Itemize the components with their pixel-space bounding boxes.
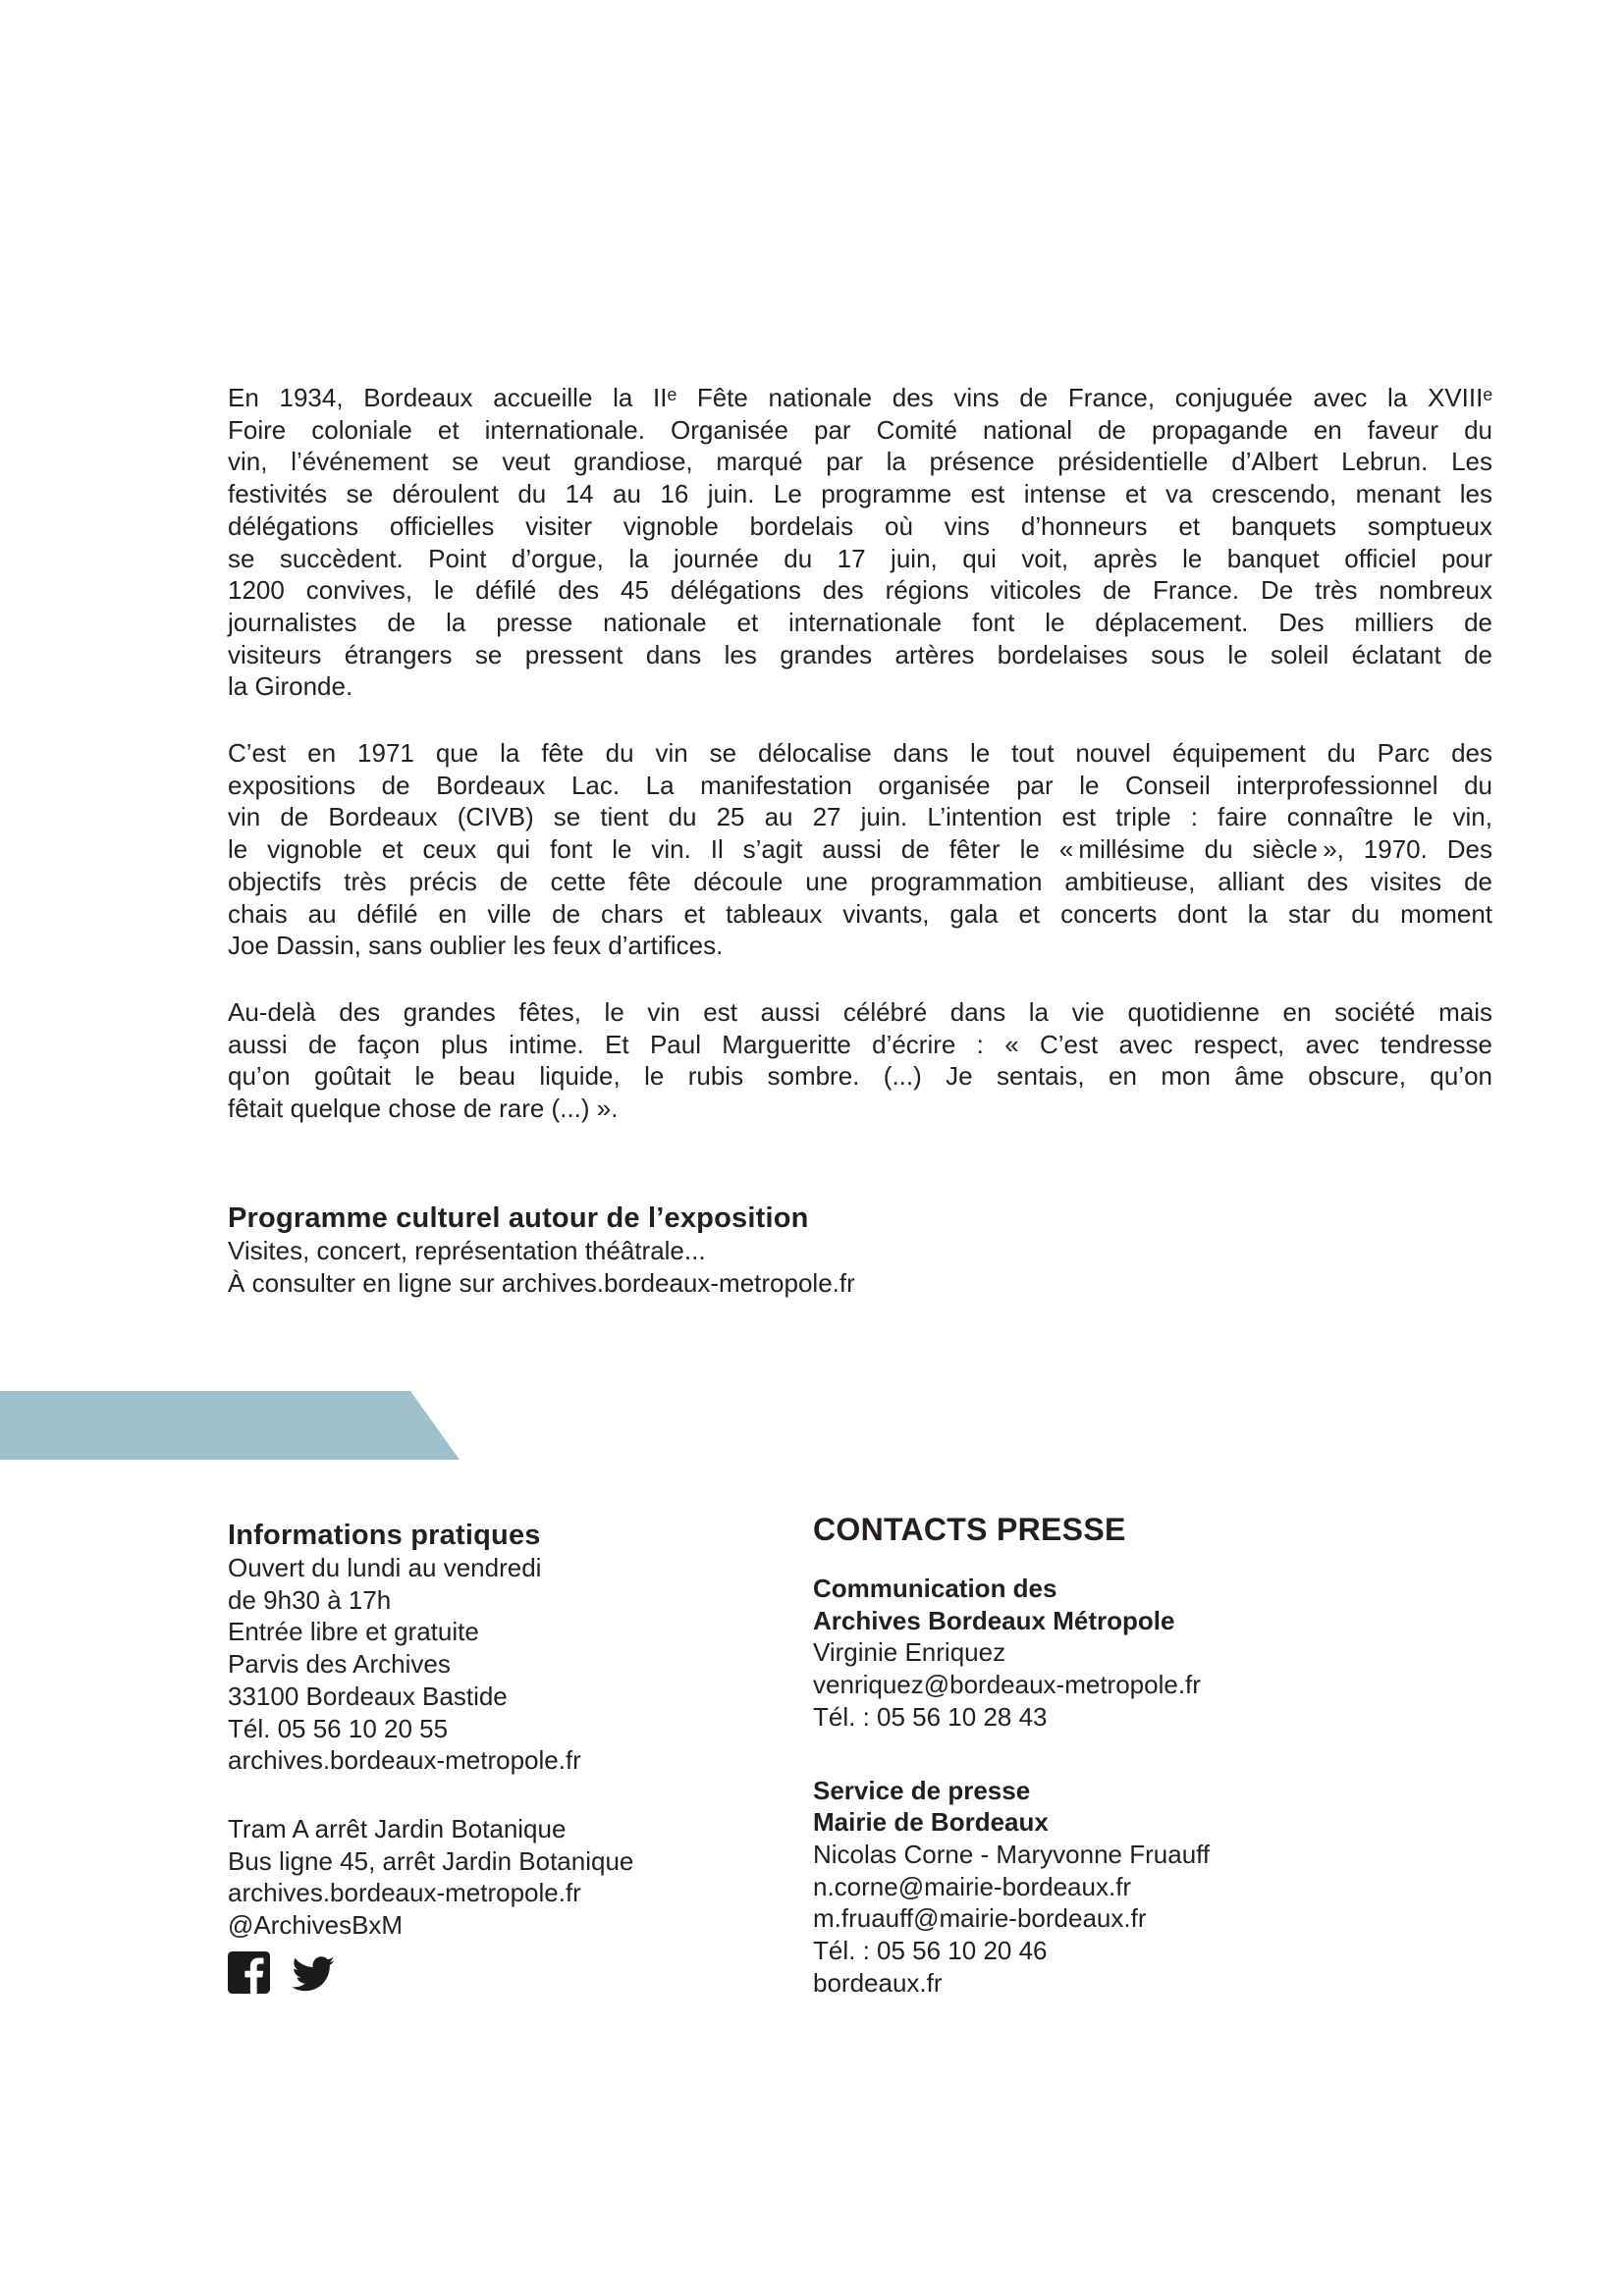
text-line: Entrée libre et gratuite [228, 1617, 479, 1647]
twitter-icon[interactable] [289, 1951, 335, 1994]
facebook-icon[interactable] [228, 1951, 270, 1994]
text-line: Mairie de Bordeaux [813, 1807, 1049, 1838]
paragraph-quote [228, 996, 1492, 1125]
text-line: C’est en 1971 que la fête du vin se délocalise dans le tout nouvel équipement du Parc des [228, 738, 1492, 769]
contact-details [813, 1839, 1422, 2000]
text-line: aussi de façon plus intime. Et Paul Margueritte d’écrire : « C’est avec respect, avec tendresse [228, 1029, 1492, 1059]
program-title: Programme culturel autour de l’exposition [228, 1202, 809, 1234]
text-line: la Gironde. [228, 671, 353, 702]
text-line: fêtait quelque chose de rare (...) ». [228, 1094, 619, 1124]
contact-org-name [813, 1573, 1422, 1636]
text-line: Tél. : 05 56 10 28 43 [813, 1701, 1048, 1732]
text-line: Bus ligne 45, arrêt Jardin Botanique [228, 1845, 634, 1876]
text-line: vin, l’événement se veut grandiose, marqué par la présence présidentielle d’Albert Lebrun. Les [228, 447, 1492, 477]
text-line: festivités se déroulent du 14 au 16 juin. Le programme est intense et va crescendo, menant les [228, 479, 1492, 509]
text-line: Tél. : 05 56 10 20 46 [813, 1936, 1048, 1966]
paragraph-1934 [228, 382, 1492, 703]
text-line: journalistes de la presse nationale et internationale font le déplacement. Des milliers de [228, 607, 1492, 637]
paragraph-1971 [228, 737, 1492, 962]
practical-info-title: Informations pratiques [228, 1520, 541, 1551]
text-line: À consulter en ligne sur archives.bordeaux-metropole.fr [228, 1267, 855, 1298]
text-line: de 9h30 à 17h [228, 1584, 392, 1615]
press-contact-communication [813, 1573, 1422, 1734]
text-line: délégations officielles visiter vignoble bordelais où vins d’honneurs et banquets somptueux [228, 510, 1492, 541]
text-line: En 1934, Bordeaux accueille la IIᵉ Fête nationale des vins de France, conjuguée avec la XVIIIᵉ [228, 383, 1492, 412]
text-line: Virginie Enriquez [813, 1637, 1006, 1668]
text-line: archives.bordeaux-metropole.fr [228, 1745, 581, 1776]
text-line: bordeaux.fr [813, 1967, 943, 1998]
practical-info-hours-address [228, 1552, 792, 1777]
text-line: visiteurs étrangers se pressent dans les grandes artères bordelaises sous le soleil éclatant de [228, 639, 1492, 669]
text-line: objectifs très précis de cette fête découle une programmation ambitieuse, alliant des visites de [228, 866, 1492, 896]
article-body [228, 382, 1492, 1125]
text-line: se succèdent. Point d’orgue, la journée du 17 juin, qui voit, après le banquet officiel pour [228, 543, 1492, 573]
text-line: Communication des [813, 1574, 1057, 1603]
press-contacts-title: CONTACTS PRESSE [813, 1512, 1126, 1547]
text-line: 33100 Bordeaux Bastide [228, 1681, 508, 1711]
social-icons-row [228, 1951, 792, 1994]
blue-banner-shape [0, 1391, 460, 1460]
text-line: qu’on goûtait le beau liquide, le rubis sombre. (...) Je sentais, en mon âme obscure, qu’on [228, 1061, 1492, 1092]
text-line: Parvis des Archives [228, 1649, 451, 1680]
text-line: Au-delà des grandes fêtes, le vin est aussi célébré dans la vie quotidienne en société mais [228, 996, 1492, 1027]
press-contacts-column [813, 1512, 1422, 1999]
program-section [228, 1201, 1492, 1299]
text-line: Joe Dassin, sans oublier les feux d’artifices. [228, 931, 724, 961]
text-line: chais au défilé en ville de chars et tableaux vivants, gala et concerts dont la star du moment [228, 898, 1492, 929]
contact-org-name [813, 1775, 1422, 1839]
text-line: Archives Bordeaux Métropole [813, 1605, 1175, 1635]
practical-info-column [228, 1519, 792, 1994]
press-contact-mairie [813, 1775, 1422, 2000]
text-line: expositions de Bordeaux Lac. La manifestation organisée par le Conseil interprofessionnel du [228, 770, 1492, 800]
text-line: venriquez@bordeaux-metropole.fr [813, 1670, 1201, 1700]
text-line: Nicolas Corne - Maryvonne Fruauff [813, 1839, 1211, 1869]
text-line: archives.bordeaux-metropole.fr [228, 1878, 581, 1908]
text-line: Visites, concert, représentation théâtrale... [228, 1236, 706, 1265]
text-line: 1200 convives, le défilé des 45 délégations des régions viticoles de France. De très nombreux [228, 575, 1492, 606]
text-line: Tram A arrêt Jardin Botanique [228, 1813, 567, 1843]
text-line: le vignoble et ceux qui font le vin. Il s’agit aussi de fêter le « millésime du siècle », 1970. Des [228, 834, 1492, 865]
text-line: Ouvert du lundi au vendredi [228, 1553, 542, 1582]
text-line: @ArchivesBxM [228, 1910, 404, 1941]
text-line: Tél. 05 56 10 20 55 [228, 1713, 449, 1743]
program-details [228, 1235, 1492, 1299]
text-line: Service de presse [813, 1775, 1031, 1805]
practical-info-transport [228, 1813, 792, 1942]
text-line: n.corne@mairie-bordeaux.fr [813, 1871, 1132, 1901]
text-line: vin de Bordeaux (CIVB) se tient du 25 au 27 juin. L’intention est triple : faire connaître le vin, [228, 802, 1492, 832]
contact-details [813, 1636, 1422, 1733]
text-line: m.fruauff@mairie-bordeaux.fr [813, 1903, 1147, 1934]
text-line: Foire coloniale et internationale. Organisée par Comité national de propagande en faveur du [228, 414, 1492, 445]
